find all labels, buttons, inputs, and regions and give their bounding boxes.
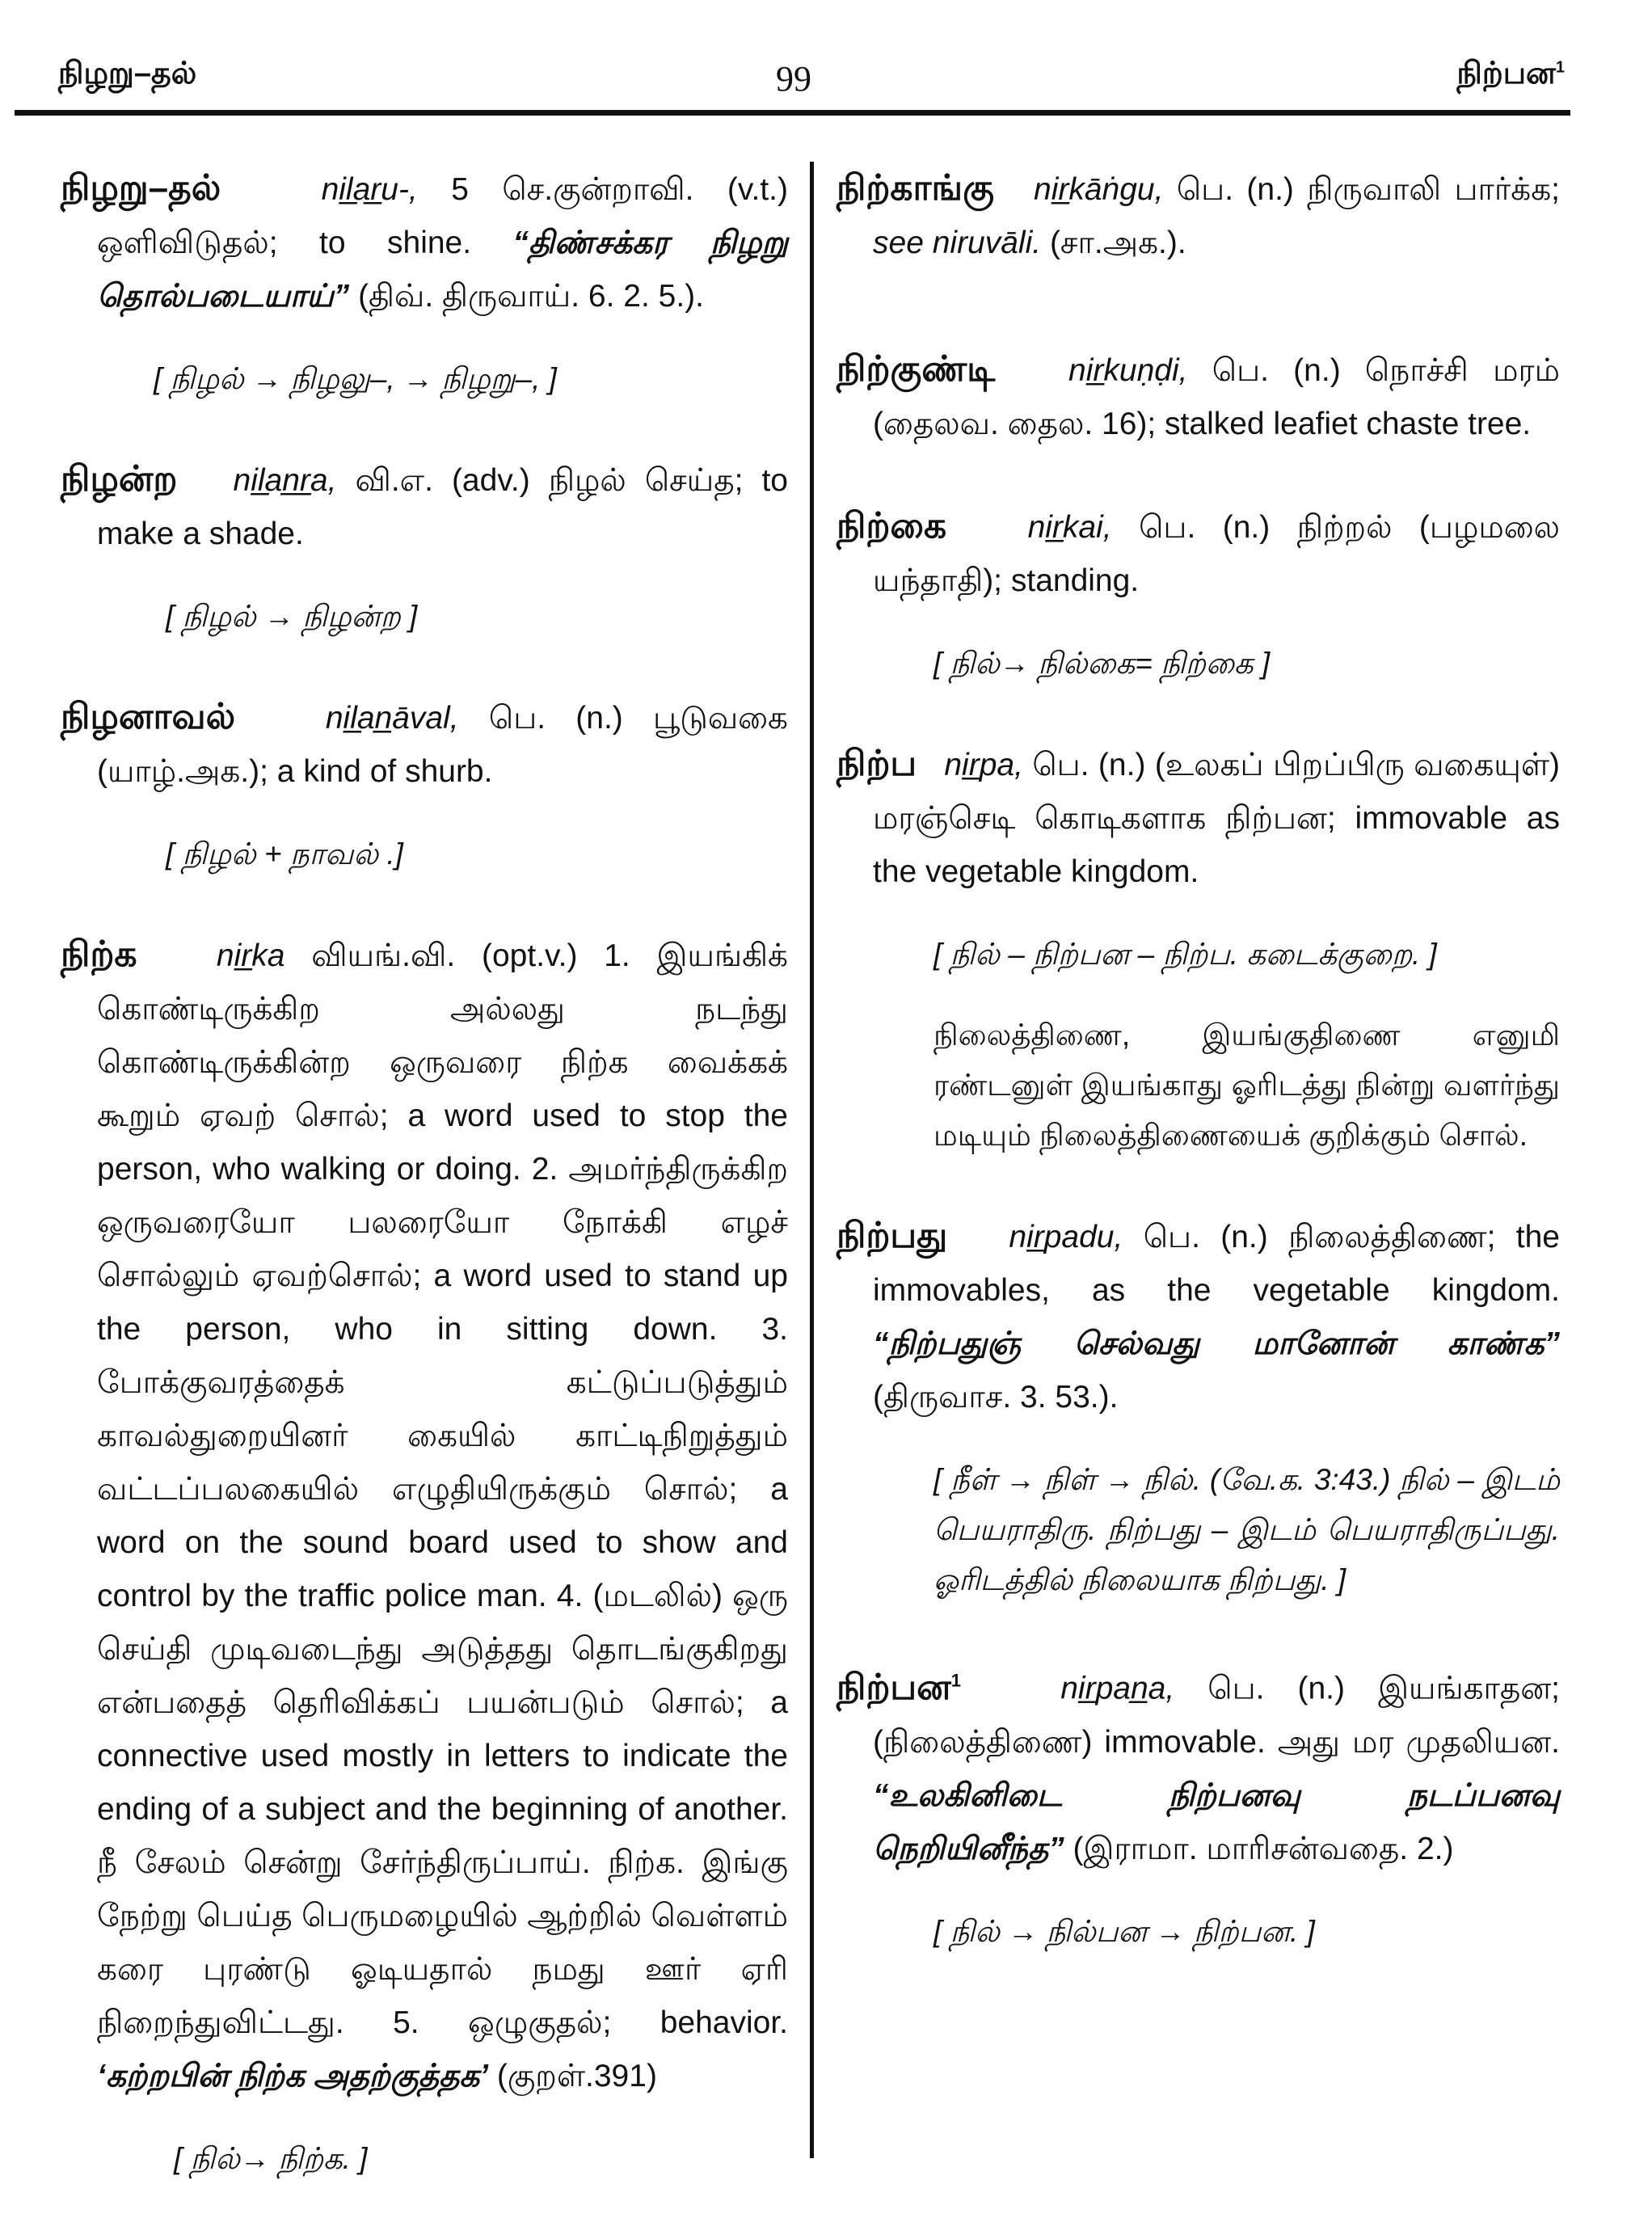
definition: வியங்.வி. (opt.v.) 1. இயங்கிக் கொண்டிருக்கிற அல்லது நடந்து கொண்டிருக்கின்ற ஒருவரை நிற்க வைக்கக் கூறும் ஏவற் சொல்; a word used to stop the person, who walking or doing. 2. அமர்ந்திருக்கிற ஒருவரையோ பலரையோ நோக்கி எழச் சொல்லும் ஏவற்சொல்; a word used to stand up the person, who in sitting down. 3. போக்குவரத்தைக் கட்டுப்படுத்தும் காவல்துறையினர் கையில் காட்டிநிறுத்தும் வட்டப்பலகையில் எழுதியிருக்கும் சொல்; a word on the sound board used to show and control by the traffic police man. 4. (மடலில்) ஒரு செய்தி முடிவடைந்து அடுத்தது தொடங்குகிறது என்பதைத் தெரிவிக்கப் பயன்படும் சொல்; a connective used mostly in letters to indicate the ending of a subject and the beginning of another. நீ சேலம் சென்று சேர்ந்திருப்பாய். நிற்க. இங்கு நேற்று பெய்த பெருமழையில் ஆற்றில் வெள்ளம் கரை புரண்டு ஓடியதால் நமது ஊர் ஏரி நிறைந்துவிட்டது. 5. ஒழுகுதல்; behavior. bbox=[97, 938, 788, 2040]
transliteration: nir̲kāṅgu, bbox=[1034, 172, 1164, 207]
transliteration: nir̲ka bbox=[216, 938, 285, 973]
headword bbox=[837, 1668, 961, 1707]
guideword-left: நிழறு–தல் bbox=[58, 57, 197, 91]
headword: நிழனாவல் bbox=[61, 697, 236, 736]
dictionary-entry bbox=[837, 343, 1560, 451]
dictionary-entry bbox=[837, 500, 1560, 608]
dictionary-entry bbox=[61, 453, 788, 561]
etymology: [ நிழல் + நாவல் .] bbox=[166, 837, 403, 871]
definition: வி.எ. (adv.) நிழல் செய்த; to make a shade. bbox=[97, 463, 788, 551]
guideword-right bbox=[1456, 57, 1565, 95]
headword: நிற்காங்கு bbox=[837, 168, 994, 208]
left-column bbox=[61, 162, 788, 2184]
right-column bbox=[837, 162, 1560, 1957]
transliteration: nil̲an̲āval, bbox=[325, 701, 459, 736]
column-divider bbox=[810, 162, 814, 2158]
citation-source: (இராமா. மாரிசன்வதை. 2.) bbox=[1064, 1831, 1454, 1866]
dictionary-entry bbox=[61, 162, 788, 323]
headword: நிற்குண்டி bbox=[837, 349, 996, 389]
transliteration: nir̲pan̲a, bbox=[1060, 1671, 1175, 1706]
dictionary-entry bbox=[837, 1209, 1560, 1424]
citation-quote: ‘கற்றபின் நிற்க அதற்குத்தக’ bbox=[97, 2059, 489, 2093]
transliteration: nir̲pa, bbox=[944, 748, 1023, 782]
definition: பெ. (n.) நொச்சி மரம் (தைலவ. தைல. 16); stalked leafiet chaste tree. bbox=[873, 353, 1560, 441]
citation-quote: “திண்சக்கர நிழறு தொல்படையாய்” bbox=[97, 226, 788, 314]
dictionary-entry bbox=[837, 162, 1560, 270]
header-rule bbox=[15, 110, 1570, 116]
transliteration: nir̲kai, bbox=[1027, 510, 1112, 545]
homonym-number: 1 bbox=[950, 1670, 962, 1690]
citation-source: (திவ். திருவாய். 6. 2. 5.). bbox=[349, 279, 704, 314]
headword: நிற்கை bbox=[837, 506, 947, 546]
etymology: [ நில்→ நிற்க. ] bbox=[174, 2142, 368, 2175]
dictionary-entry bbox=[61, 690, 788, 799]
transliteration: nil̲an̲r̲a, bbox=[233, 463, 337, 498]
definition: 5 செ.குன்றாவி. (v.t.) ஒளிவிடுதல்; to shine. bbox=[97, 172, 788, 260]
headword: நிற்க bbox=[61, 934, 137, 974]
transliteration: nir̲kuṇḍi, bbox=[1068, 353, 1188, 388]
etymology: [ நில்→ நில்கை= நிற்கை ] bbox=[933, 647, 1271, 680]
dictionary-entry bbox=[61, 928, 788, 2103]
citation-source: (சா.அக.). bbox=[1041, 226, 1186, 260]
headword: நிழறு–தல் bbox=[61, 168, 221, 208]
etymology: [ நில் → நில்பன → நிற்பன. ] bbox=[933, 1914, 1315, 1948]
definition: பெ. (n.) நிலைத்திணை; the immovables, as the vegetable kingdom. bbox=[873, 1220, 1560, 1308]
headword: நிற்பது bbox=[837, 1216, 948, 1255]
citation-quote: “நிற்பதுஞ் செல்வது மானோன் காண்க” bbox=[873, 1326, 1560, 1361]
headword: நிற்ப bbox=[837, 744, 917, 783]
headword-text: நிற்பன bbox=[837, 1667, 951, 1707]
etymology: [ நிழல் → நிழலு–, → நிழறு–, ] bbox=[154, 362, 557, 395]
explanatory-note: நிலைத்திணை, இயங்குதிணை எனுமி ரண்டனுள் இயங்காது ஓரிடத்து நின்று வளர்ந்து மடியும் நிலைத்திணையைக் குறிக்கும் சொல். bbox=[933, 1018, 1560, 1152]
dictionary-entry bbox=[837, 737, 1560, 899]
definition: பெ. (n.) (உலகப் பிறப்பிரு வகையுள்) மரஞ்செடி கொடிகளாக நிற்பன; immovable as the vegetable kingdom. bbox=[873, 748, 1561, 889]
citation-quote: “உலகினிடை நிற்பனவு நடப்பனவு நெறியினீந்த” bbox=[873, 1777, 1560, 1866]
cross-reference: see niruvāli. bbox=[873, 226, 1042, 260]
definition: பெ. (n.) நிற்றல் (பழமலை யந்தாதி); standing. bbox=[873, 510, 1560, 598]
citation-source: (திருவாச. 3. 53.). bbox=[873, 1380, 1119, 1415]
definition: பெ. (n.) நிருவாலி பார்க்க; bbox=[1163, 172, 1560, 207]
citation-source: (குறள்.391) bbox=[488, 2059, 657, 2093]
guideword-right-sup: 1 bbox=[1555, 58, 1565, 77]
etymology: [ நில் – நிற்பன – நிற்ப. கடைக்குறை. ] bbox=[933, 938, 1437, 971]
page-number: 99 bbox=[776, 59, 811, 99]
etymology: [ நிழல் → நிழன்ற ] bbox=[166, 600, 418, 633]
headword: நிழன்ற bbox=[61, 459, 178, 499]
dictionary-entry bbox=[837, 1654, 1560, 1876]
definition: பெ. (n.) இயங்காதன; (நிலைத்திணை) immovable. அது மர முதலியன. bbox=[873, 1671, 1560, 1760]
definition: பெ. (n.) பூடுவகை (யாழ்.அக.); a kind of shurb. bbox=[97, 701, 788, 789]
etymology: [ நீள் → நிள் → நில். (வே.க. 3:43.) நில் – இடம் பெயராதிரு. நிற்பது – இடம் பெயராதிருப்பது. ஓரிடத்தில் நிலையாக நிற்பது. ] bbox=[933, 1463, 1560, 1596]
transliteration: nir̲padu, bbox=[1009, 1220, 1123, 1254]
guideword-right-text: நிற்பன bbox=[1456, 57, 1556, 91]
transliteration: nil̲ar̲u-, bbox=[321, 172, 418, 207]
